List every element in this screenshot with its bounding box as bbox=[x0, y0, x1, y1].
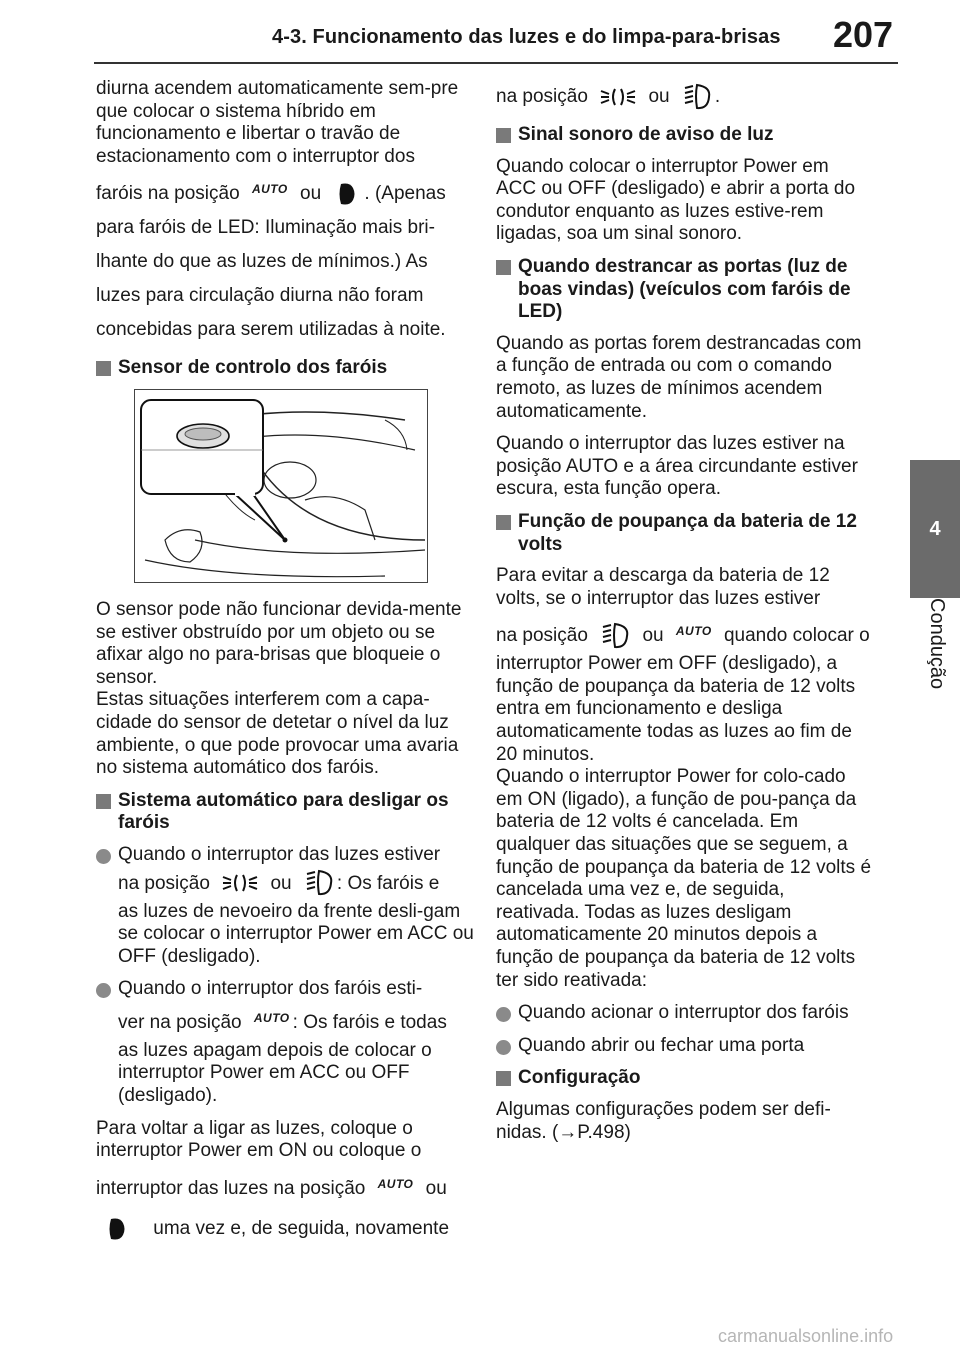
bullet-dot-icon bbox=[496, 1007, 511, 1022]
header-divider bbox=[94, 62, 898, 64]
section-heading: Configuração bbox=[496, 1067, 872, 1090]
page-number: 207 bbox=[832, 14, 894, 55]
chapter-side-label: Condução bbox=[926, 598, 948, 690]
paragraph: uma vez e, de seguida, novamente bbox=[96, 1212, 476, 1246]
paragraph: O sensor pode não funcionar devida-mente se estiver obstruído por um objeto ou se afixar algo no para-brisas que bloqueie o sensor. bbox=[96, 598, 462, 688]
bullet-dot-icon bbox=[96, 849, 111, 864]
chapter-tab bbox=[910, 460, 960, 598]
paragraph: Quando as portas forem destrancadas com a função de entrada ou com o comando remoto, as luzes de mínimos acendem automaticamente. bbox=[496, 332, 862, 422]
paragraph: diurna acendem automaticamente sem-pre que colocar o sistema híbrido em funcionamento e libertar o travão de estacionamento com o interruptor dos bbox=[96, 78, 459, 167]
low-beam-icon bbox=[681, 82, 713, 112]
heading-square-icon bbox=[496, 1071, 511, 1086]
low-beam-icon bbox=[303, 868, 335, 898]
auto-icon: AUTO bbox=[377, 1176, 414, 1191]
paragraph: Quando o interruptor das luzes estiver na posição AUTO e a área circundante estiver escura, esta função opera. bbox=[496, 433, 858, 500]
bullet-dot-icon bbox=[96, 983, 111, 998]
section-heading: Sensor de controlo dos faróis bbox=[96, 357, 476, 380]
left-column bbox=[96, 78, 476, 1256]
section-heading: Sistema automático para desligar os faróis bbox=[96, 790, 476, 835]
paragraph: faróis na posição $^{AUTO}$ ou . (Apenas para faróis de LED: Iluminação mais bri-lhante do que as luzes de mínimos.) As luzes para circulação diurna não foram concebidas para serem utilizadas à noite. bbox=[96, 172, 476, 347]
section-heading: Função de poupança da bateria de 12 volts bbox=[496, 511, 872, 556]
paragraph: Para evitar a descarga da bateria de 12 volts, se o interruptor das luzes estiver bbox=[496, 565, 830, 609]
sensor-illustration bbox=[134, 389, 428, 583]
section-heading: Quando destrancar as portas (luz de boas vindas) (veículos com faróis de LED) bbox=[496, 256, 872, 324]
paragraph: na posição ou $^{AUTO}$ quando colocar o interruptor Power em OFF (desligado), a função de poupança da bateria de 12 volts entra em funcionamento e desliga automaticamente todas as luzes ao fim de 20 minutos. bbox=[496, 614, 872, 766]
auto-icon: AUTO bbox=[251, 182, 288, 197]
bullet-item: Quando o interruptor das luzes estiver na posição ou : Os faróis e as luzes de nevoeiro da frente desli-gam se colocar o interruptor Power em ACC ou OFF (desligado). bbox=[96, 844, 476, 968]
paragraph: interruptor das luzes na posição $^{AUTO}$ ou bbox=[96, 1176, 447, 1199]
chapter-title: 4-3. Funcionamento das luzes e do limpa-para-brisas bbox=[272, 26, 781, 48]
car-interior-drawing bbox=[135, 390, 427, 582]
bullet-item: Quando acionar o interruptor dos faróis bbox=[496, 1002, 872, 1025]
heading-square-icon bbox=[496, 515, 511, 530]
paragraph: Para voltar a ligar as luzes, coloque o interruptor Power em ON ou coloque o bbox=[96, 1117, 422, 1162]
heading-square-icon bbox=[96, 361, 111, 376]
heading-square-icon bbox=[496, 128, 511, 143]
bullet-item: Quando abrir ou fechar uma porta bbox=[496, 1035, 872, 1058]
chapter-number: 4 bbox=[929, 517, 941, 540]
tail-light-icon bbox=[599, 85, 637, 109]
right-column bbox=[496, 78, 872, 1154]
headlight-icon bbox=[102, 1215, 132, 1243]
low-beam-icon bbox=[599, 621, 631, 651]
paragraph: na posição ou . bbox=[496, 80, 872, 114]
headlight-icon bbox=[332, 180, 362, 208]
bullet-dot-icon bbox=[496, 1040, 511, 1055]
section-heading: Sinal sonoro de aviso de luz bbox=[496, 124, 872, 147]
bullet-item: Quando o interruptor dos faróis esti- ver na posição $^{AUTO}$ : Os faróis e todas as luzes apagam depois de colocar o interruptor Power em ACC ou OFF (desligado). bbox=[96, 978, 476, 1107]
tail-light-icon bbox=[221, 871, 259, 895]
auto-icon: AUTO bbox=[253, 1010, 290, 1025]
paragraph: Estas situações interferem com a capa-cidade do sensor de detetar o nível da luz ambiente, o que pode provocar uma avaria no sistema automático dos faróis. bbox=[96, 689, 459, 779]
paragraph: Quando o interruptor Power for colo-cado em ON (ligado), a função de pou-pança da bateria de 12 volts é cancelada. Em qualquer das situações que se seguem, a função de poupança da bateria de 12 volts é cancelada uma vez e, de seguida, reativada. Todas as luzes desligam automaticamente 20 minutos depois a função de poupança da bateria de 12 volts ter sido reativada: bbox=[496, 766, 872, 991]
auto-icon: AUTO bbox=[675, 624, 712, 639]
paragraph: Algumas configurações podem ser defi-nidas. (→P.498) bbox=[496, 1098, 831, 1143]
paragraph: Quando colocar o interruptor Power em ACC ou OFF (desligado) e abrir a porta do condutor enquanto as luzes estive-rem ligadas, soa um sinal sonoro. bbox=[496, 155, 856, 245]
heading-square-icon bbox=[496, 260, 511, 275]
heading-square-icon bbox=[96, 794, 111, 809]
watermark-text: carmanualsonline.info bbox=[718, 1326, 894, 1346]
